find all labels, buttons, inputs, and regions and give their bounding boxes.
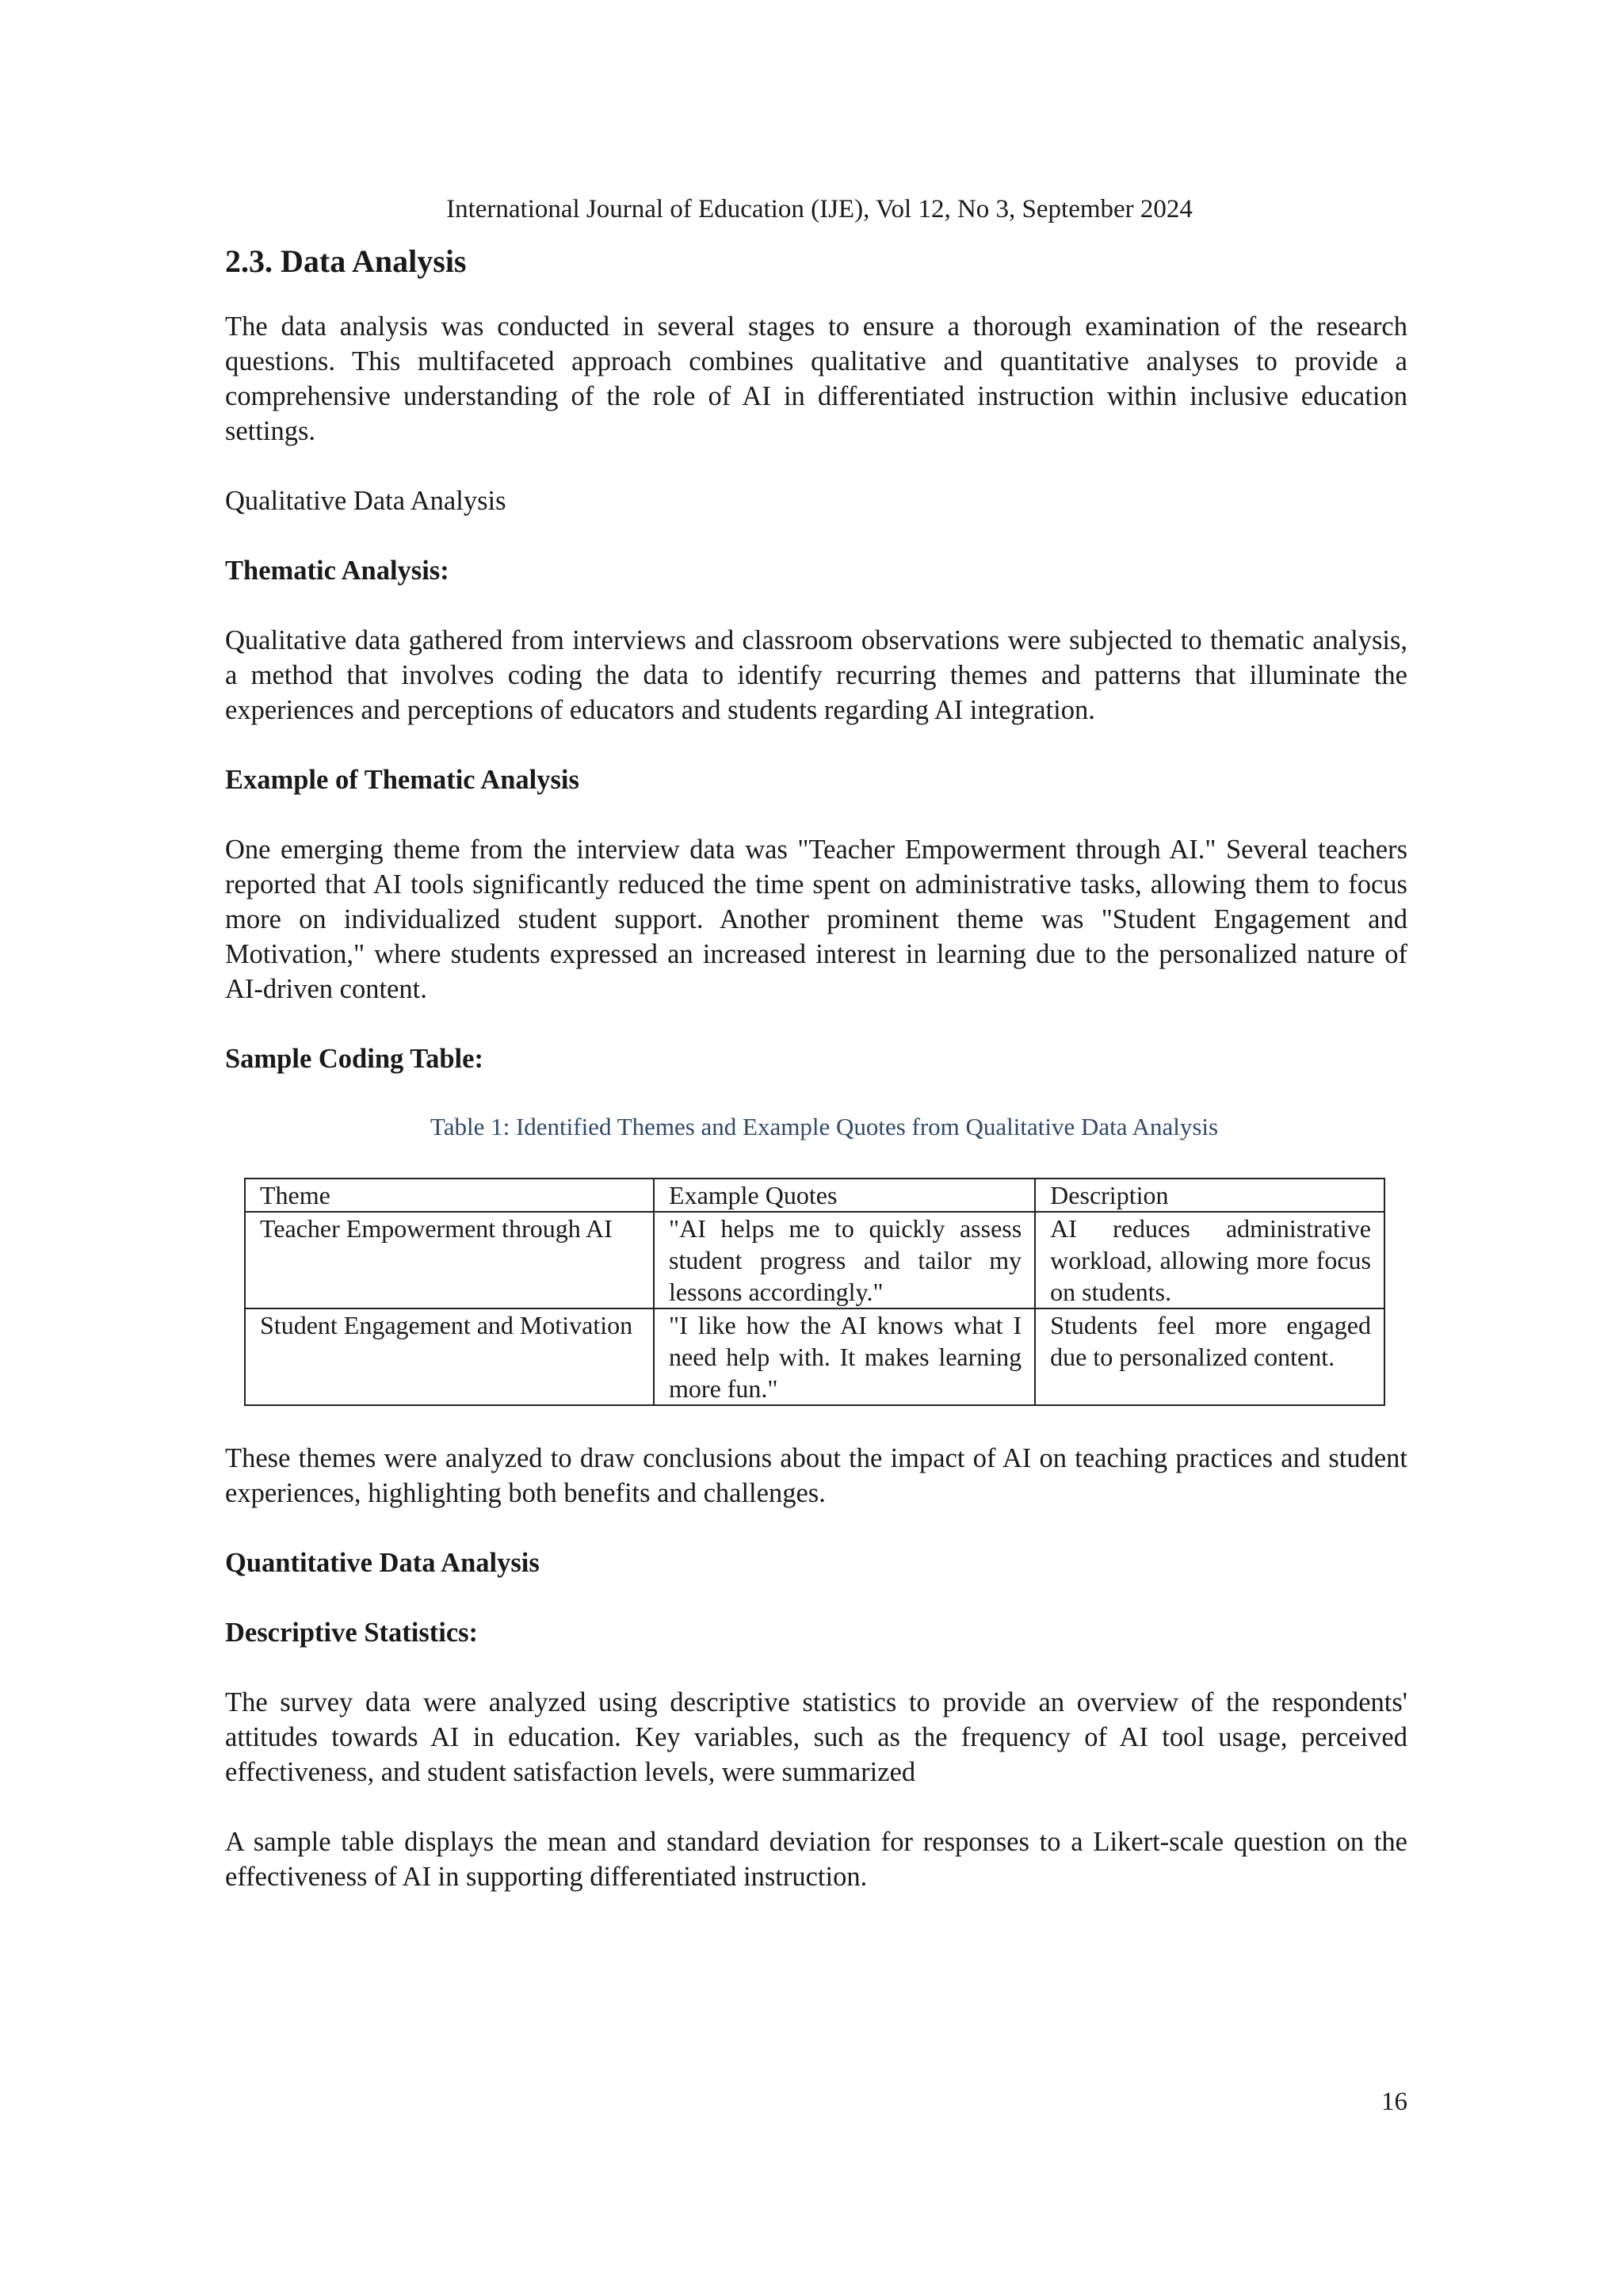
descriptive-statistics-paragraph: The survey data were analyzed using descriptive statistics to provide an overview of the respondents' attitudes towards AI in education. Key variables, such as the frequency of AI tool usage, perceived effectiveness, and student satisfaction levels, were summarized [225,1687,1407,1787]
table-cell-quote: "I like how the AI knows what I need help with. It makes learning more fun." [654,1308,1035,1405]
table-cell-theme: Student Engagement and Motivation [245,1308,654,1405]
table-header-cell: Example Quotes [654,1179,1035,1212]
table-cell-description: AI reduces administrative workload, allowing more focus on students. [1035,1212,1384,1308]
page-content [225,241,1407,1929]
page-number: 16 [1381,2088,1407,2116]
quantitative-heading: Quantitative Data Analysis [225,1548,540,1578]
running-header: International Journal of Education (IJE), Vol 12, No 3, September 2024 [446,195,1193,223]
qualitative-label: Qualitative Data Analysis [225,486,506,516]
table-cell-quote: "AI helps me to quickly assess student progress and tailor my lessons accordingly." [654,1212,1035,1308]
coding-table-heading: Sample Coding Table: [225,1044,483,1074]
table-row [245,1308,1384,1405]
table-cell-theme: Teacher Empowerment through AI [245,1212,654,1308]
intro-paragraph: The data analysis was conducted in several stages to ensure a thorough examination of the research questions. This multifaceted approach combines qualitative and quantitative analyses to provide a comprehensive understanding of the role of AI in differentiated instruction within inclusive education settings. [225,311,1407,446]
table-cell-description: Students feel more engaged due to personalized content. [1035,1308,1384,1405]
table-header-cell: Description [1035,1179,1384,1212]
table-header-cell: Theme [245,1179,654,1212]
thematic-analysis-paragraph: Qualitative data gathered from interviews and classroom observations were subjected to thematic analysis, a method that involves coding the data to identify recurring themes and patterns that illuminate the experiences and perceptions of educators and students regarding AI integration. [225,625,1407,725]
table-caption: Table 1: Identified Themes and Example Quotes from Qualitative Data Analysis [430,1113,1219,1140]
example-heading: Example of Thematic Analysis [225,765,579,795]
thematic-analysis-heading: Thematic Analysis: [225,556,449,586]
coding-table [244,1178,1385,1406]
sample-table-paragraph: A sample table displays the mean and standard deviation for responses to a Likert-scale question on the effectiveness of AI in supporting differentiated instruction. [225,1827,1407,1892]
descriptive-statistics-heading: Descriptive Statistics: [225,1618,479,1648]
section-heading: 2.3. Data Analysis [225,243,467,279]
after-table-paragraph: These themes were analyzed to draw conclusions about the impact of AI on teaching practices and student experiences, highlighting both benefits and challenges. [225,1443,1407,1508]
example-paragraph: One emerging theme from the interview data was "Teacher Empowerment through AI." Several teachers reported that AI tools significantly reduced the time spent on administrative tasks, allowing them to focus more on individualized student support. Another prominent theme was "Student Engagement and Motivation," where students expressed an increased interest in learning due to the personalized nature of AI-driven content. [225,835,1407,1004]
table-header-row [245,1179,1384,1212]
table-row [245,1212,1384,1308]
